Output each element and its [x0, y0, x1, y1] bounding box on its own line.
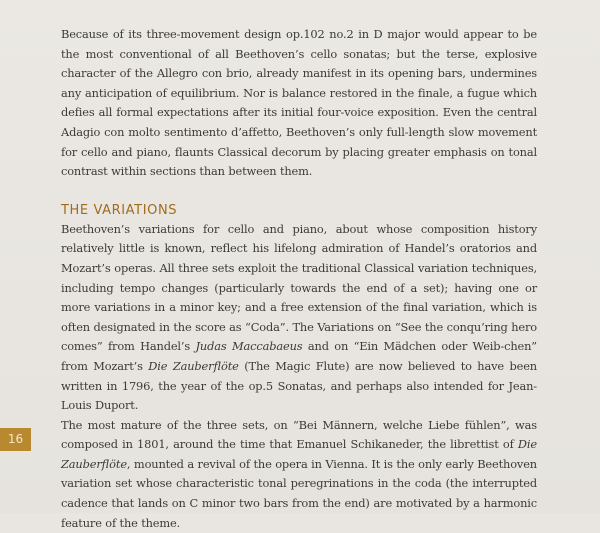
text-column [61, 25, 537, 533]
work-title-judas-maccabaeus: Judas Maccabaeus [195, 339, 303, 354]
paragraph-text: and on “Ein Mädchen oder Weib-chen” from Mozart’s [61, 339, 537, 373]
intro-paragraph: Because of its three-movement design op.102 no.2 in D major would appear to be the most conventional of all Beethoven’s cello sonatas; but the terse, explosive character of the Allegro con brio, already manifest in its opening bars, undermines any anticipation of equilibrium. Nor is balance restored in the finale, a fugue which defies all formal expectations after its initial four-voice exposition. Even the central Adagio con molto sentimento d’affetto, Beethoven’s only full-length slow movement for cello and piano, flaunts Classical decorum by placing greater emphasis on tonal contrast within sections than between them. [61, 27, 537, 179]
work-title-die-zauberflote: Die Zauberflöte [61, 437, 537, 471]
work-title-die-zauberflote: Die Zauberflöte [148, 358, 239, 373]
paragraph-text: The most mature of the three sets, on “Bei Männern, welche Liebe fühlen”, was composed in 1801, around the time that Emanuel Schikaneder, the librettist of [61, 417, 537, 452]
variations-paragraph-2 [61, 416, 537, 533]
paragraph-text: (The Magic Flute) are now believed to have been written in 1796, the year of the op.5 Sonatas, and perhaps also intended for Jean-Louis Duport. [61, 358, 537, 413]
paragraph-text: Beethoven’s variations for cello and piano, about whose composition history relatively little is known, reflect his lifelong admiration of Handel’s oratorios and Mozart’s operas. All three sets exploit the traditional Classical variation techniques, including tempo changes (particularly towards the end of a set); having one or more variations in a minor key; and a free extension of the final variation, which is often designated in the score as “Coda”. The Variations on “See the conqu’ring hero comes” from Handel’s [61, 221, 537, 354]
variations-paragraph-1 [61, 220, 537, 416]
section-heading: THE VARIATIONS [61, 202, 178, 218]
paragraph-text: , mounted a revival of the opera in Vienna. It is the only early Beethoven variation set whose characteristic tonal peregrinations in the coda (the interrupted cadence that lands on C minor two bars from the end) are motivated by a harmonic feature of the theme. [61, 456, 537, 530]
page-number-tab: 16 [0, 428, 31, 451]
